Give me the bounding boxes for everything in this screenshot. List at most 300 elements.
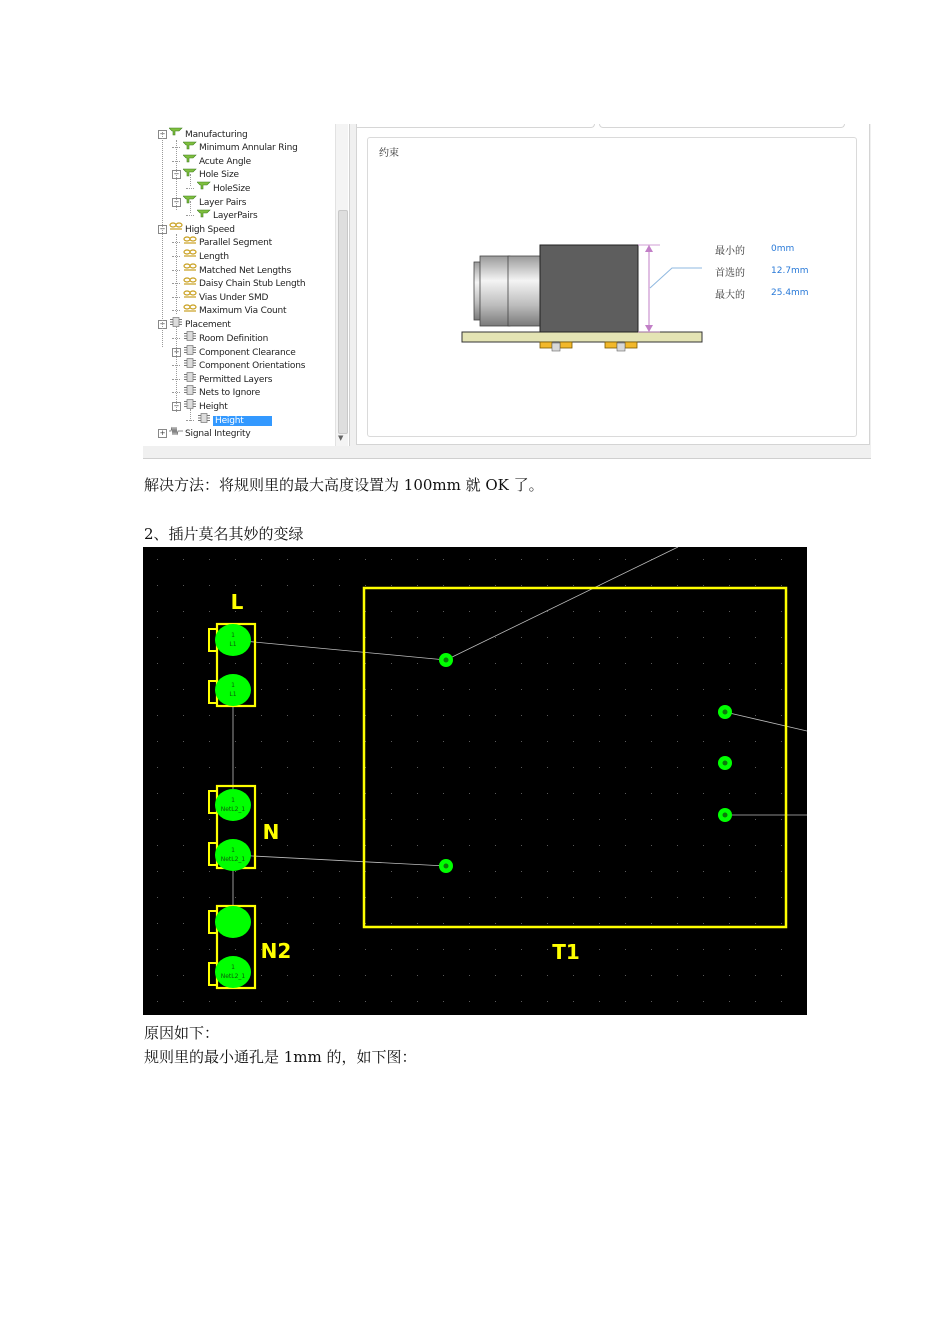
grid-dot (183, 689, 184, 690)
manufacturing-icon (169, 127, 183, 141)
grid-dot (495, 689, 496, 690)
tree-guide-line (190, 409, 191, 421)
grid-dot (495, 585, 496, 586)
grid-dot (703, 793, 704, 794)
grid-dot (313, 975, 314, 976)
pin-shape (540, 342, 552, 348)
grid-dot (287, 845, 288, 846)
collapse-toggle-icon[interactable]: − (159, 320, 166, 329)
grid-dot (391, 689, 392, 690)
grid-dot (781, 741, 782, 742)
tree-item[interactable] (172, 331, 268, 344)
grid-dot (729, 663, 730, 664)
manufacturing-icon (197, 181, 211, 195)
grid-dot (599, 871, 600, 872)
grid-dot (313, 663, 314, 664)
grid-dot (521, 741, 522, 742)
tree-item[interactable] (172, 168, 239, 181)
grid-dot (651, 689, 652, 690)
grid-dot (781, 611, 782, 612)
tree-item-label: Nets to Ignore (199, 388, 261, 399)
grid-dot (729, 741, 730, 742)
grid-dot (157, 689, 158, 690)
grid-dot (625, 559, 626, 560)
highspeed-icon (183, 277, 197, 291)
grid-dot (547, 923, 548, 924)
grid-dot (261, 845, 262, 846)
grid-dot (261, 1001, 262, 1002)
grid-dot (729, 845, 730, 846)
pad-hole (723, 761, 728, 766)
grid-dot (677, 741, 678, 742)
grid-dot (391, 949, 392, 950)
grid-dot (391, 923, 392, 924)
tree-item-label: Permitted Layers (199, 374, 273, 385)
dimension-value[interactable]: 25.4mm (771, 288, 809, 298)
grid-dot (339, 897, 340, 898)
grid-dot (703, 897, 704, 898)
collapse-toggle-icon[interactable]: − (173, 170, 180, 179)
grid-dot (729, 793, 730, 794)
grid-dot (417, 741, 418, 742)
height-diagram (368, 138, 856, 436)
grid-dot (625, 923, 626, 924)
grid-dot (287, 897, 288, 898)
grid-dot (495, 715, 496, 716)
grid-dot (781, 793, 782, 794)
grid-dot (573, 585, 574, 586)
grid-dot (157, 637, 158, 638)
grid-dot (703, 949, 704, 950)
grid-dot (625, 793, 626, 794)
pin-shape (552, 343, 560, 351)
grid-dot (677, 819, 678, 820)
grid-dot (157, 1001, 158, 1002)
grid-dot (339, 767, 340, 768)
grid-dot (677, 663, 678, 664)
expand-toggle-icon[interactable]: + (159, 429, 166, 438)
grid-dot (755, 689, 756, 690)
grid-dot (339, 689, 340, 690)
grid-dot (391, 793, 392, 794)
tree-item[interactable] (158, 222, 235, 235)
grid-dot (469, 819, 470, 820)
grid-dot (495, 871, 496, 872)
grid-dot (781, 637, 782, 638)
expand-toggle-icon[interactable]: + (173, 347, 180, 356)
designator-L: L (230, 590, 244, 614)
grid-dot (521, 559, 522, 560)
grid-dot (313, 585, 314, 586)
grid-dot (417, 663, 418, 664)
grid-dot (495, 923, 496, 924)
grid-dot (625, 819, 626, 820)
grid-dot (469, 923, 470, 924)
designator-N: N (262, 820, 280, 844)
grid-dot (313, 949, 314, 950)
grid-dot (183, 871, 184, 872)
grid-dot (599, 793, 600, 794)
grid-dot (339, 715, 340, 716)
grid-dot (651, 845, 652, 846)
grid-dot (209, 819, 210, 820)
grid-dot (443, 897, 444, 898)
grid-dot (443, 585, 444, 586)
grid-dot (183, 845, 184, 846)
tree-guide-line (190, 174, 191, 186)
tree-item-label: Vias Under SMD (199, 292, 269, 303)
tree-item[interactable] (172, 277, 305, 290)
grid-dot (495, 637, 496, 638)
grid-dot (339, 611, 340, 612)
grid-dot (781, 559, 782, 560)
grid-dot (703, 559, 704, 560)
grid-dot (703, 975, 704, 976)
grid-dot (261, 689, 262, 690)
section-heading-2: 2、插片莫名其妙的变绿 (144, 525, 304, 543)
grid-dot (339, 819, 340, 820)
grid-dot (183, 663, 184, 664)
dimension-value[interactable]: 0mm (771, 244, 795, 254)
designator-T1: T1 (552, 940, 580, 964)
grid-dot (157, 975, 158, 976)
grid-dot (625, 845, 626, 846)
grid-dot (495, 819, 496, 820)
grid-dot (469, 871, 470, 872)
grid-dot (157, 585, 158, 586)
grid-dot (677, 689, 678, 690)
grid-dot (703, 767, 704, 768)
tree-item[interactable] (172, 345, 296, 358)
manufacturing-icon (197, 209, 211, 223)
grid-dot (261, 663, 262, 664)
rules-tree (143, 124, 350, 446)
tree-item-label: Acute Angle (199, 156, 251, 167)
grid-dot (703, 1001, 704, 1002)
tree-scrollbar-thumb[interactable] (338, 210, 348, 434)
grid-dot (313, 741, 314, 742)
grid-dot (573, 715, 574, 716)
grid-dot (157, 715, 158, 716)
grid-dot (755, 715, 756, 716)
grid-dot (391, 741, 392, 742)
grid-dot (209, 559, 210, 560)
grid-dot (599, 923, 600, 924)
tree-item-label: LayerPairs (213, 211, 258, 222)
scroll-down-arrow-icon[interactable]: ▼ (338, 434, 344, 442)
grid-dot (651, 585, 652, 586)
grid-dot (391, 897, 392, 898)
grid-dot (547, 715, 548, 716)
connector-body (540, 245, 638, 332)
tree-item[interactable] (172, 399, 228, 412)
grid-dot (521, 611, 522, 612)
pad-number: 1 (231, 682, 235, 689)
tree-item-label: Daisy Chain Stub Length (199, 279, 306, 290)
designator-N2: N2 (260, 939, 292, 963)
grid-dot (573, 767, 574, 768)
grid-dot (703, 663, 704, 664)
grid-dot (547, 975, 548, 976)
grid-dot (391, 611, 392, 612)
pad-number: 1 (231, 847, 235, 854)
grid-dot (183, 897, 184, 898)
grid-dot (599, 949, 600, 950)
grid-dot (521, 767, 522, 768)
grid-dot (417, 949, 418, 950)
grid-dot (417, 793, 418, 794)
grid-dot (495, 1001, 496, 1002)
highspeed-icon (183, 263, 197, 277)
grid-dot (443, 611, 444, 612)
tree-item-label: Hole Size (199, 170, 239, 181)
grid-dot (417, 611, 418, 612)
tree-item[interactable] (172, 195, 246, 208)
upper-group-box-2 (599, 124, 845, 128)
grid-dot (755, 819, 756, 820)
grid-dot (729, 1001, 730, 1002)
grid-dot (157, 611, 158, 612)
pad (215, 674, 251, 706)
grid-dot (157, 923, 158, 924)
grid-dot (781, 975, 782, 976)
tree-item-label: Minimum Annular Ring (199, 143, 298, 154)
grid-dot (755, 637, 756, 638)
rules-dialog-screenshot (143, 124, 871, 459)
tree-item[interactable] (186, 413, 272, 426)
grid-dot (729, 975, 730, 976)
tree-item[interactable] (186, 209, 258, 222)
grid-dot (677, 949, 678, 950)
grid-dot (391, 585, 392, 586)
tree-item[interactable] (158, 426, 251, 439)
tree-item-label: Component Clearance (199, 347, 296, 358)
grid-dot (261, 637, 262, 638)
grid-dot (157, 559, 158, 560)
grid-dot (261, 923, 262, 924)
dimension-value[interactable]: 12.7mm (771, 266, 809, 276)
grid-dot (651, 897, 652, 898)
pad-hole (444, 864, 449, 869)
tree-item[interactable] (172, 154, 251, 167)
rule-note-paragraph: 规则里的最小通孔是 1mm 的，如下图： (144, 1048, 417, 1066)
grid-dot (521, 819, 522, 820)
tree-item[interactable] (172, 236, 272, 249)
grid-dot (521, 663, 522, 664)
grid-dot (313, 559, 314, 560)
collapse-toggle-icon[interactable]: − (173, 197, 180, 206)
tree-item[interactable] (172, 304, 286, 317)
grid-dot (287, 559, 288, 560)
pad-net-name: L1 (229, 641, 237, 648)
ratsnest-line (233, 855, 446, 866)
pin-shape (617, 343, 625, 351)
grid-dot (547, 871, 548, 872)
grid-dot (677, 559, 678, 560)
grid-dot (599, 897, 600, 898)
tree-scrollbar[interactable] (335, 124, 348, 446)
grid-dot (651, 741, 652, 742)
reason-paragraph: 原因如下： (144, 1024, 220, 1042)
tree-item[interactable] (172, 249, 229, 262)
grid-dot (157, 871, 158, 872)
grid-dot (625, 975, 626, 976)
grid-dot (521, 845, 522, 846)
grid-dot (781, 689, 782, 690)
grid-dot (495, 741, 496, 742)
grid-dot (261, 585, 262, 586)
pad-number: 1 (231, 797, 235, 804)
board-shape (462, 332, 702, 342)
grid-dot (573, 975, 574, 976)
pin-shape (605, 342, 617, 348)
grid-dot (573, 663, 574, 664)
grid-dot (443, 1001, 444, 1002)
grid-dot (469, 637, 470, 638)
grid-dot (157, 663, 158, 664)
pad-number: 1 (231, 964, 235, 971)
grid-dot (209, 585, 210, 586)
grid-dot (443, 793, 444, 794)
grid-dot (547, 1001, 548, 1002)
grid-dot (209, 715, 210, 716)
constraint-group (367, 137, 857, 437)
grid-dot (625, 949, 626, 950)
pad-hole (444, 658, 449, 663)
grid-dot (391, 637, 392, 638)
grid-dot (365, 585, 366, 586)
grid-dot (391, 559, 392, 560)
grid-dot (755, 559, 756, 560)
signal-integrity-icon (169, 426, 183, 441)
grid-dot (521, 793, 522, 794)
grid-dot (157, 767, 158, 768)
tree-item[interactable] (172, 385, 260, 398)
collapse-toggle-icon[interactable]: − (159, 224, 166, 233)
leader-line (650, 268, 702, 288)
grid-dot (651, 793, 652, 794)
tree-item[interactable] (172, 290, 268, 303)
grid-dot (287, 663, 288, 664)
grid-dot (417, 897, 418, 898)
grid-dot (287, 689, 288, 690)
tree-item[interactable] (158, 127, 248, 140)
grid-dot (209, 871, 210, 872)
grid-dot (599, 689, 600, 690)
tree-guide-line (162, 132, 163, 347)
grid-dot (599, 975, 600, 976)
pad-net-name: NetL2_1 (220, 856, 246, 863)
grid-dot (469, 949, 470, 950)
grid-dot (469, 663, 470, 664)
grid-dot (755, 871, 756, 872)
grid-dot (313, 897, 314, 898)
grid-dot (703, 611, 704, 612)
tree-item[interactable] (186, 181, 250, 194)
grid-dot (157, 819, 158, 820)
collapse-toggle-icon[interactable]: − (159, 129, 166, 138)
pin-shape (560, 342, 572, 348)
grid-dot (521, 949, 522, 950)
tree-item[interactable] (158, 317, 231, 330)
grid-dot (391, 663, 392, 664)
grid-dot (599, 819, 600, 820)
pad-net-name: L1 (229, 691, 237, 698)
pad-number: 1 (231, 632, 235, 639)
grid-dot (287, 1001, 288, 1002)
grid-dot (521, 975, 522, 976)
grid-dot (625, 585, 626, 586)
grid-dot (469, 897, 470, 898)
tree-item[interactable] (172, 358, 305, 371)
grid-dot (651, 715, 652, 716)
grid-dot (677, 767, 678, 768)
grid-dot (235, 559, 236, 560)
grid-dot (339, 975, 340, 976)
grid-dot (599, 1001, 600, 1002)
grid-dot (235, 871, 236, 872)
grid-dot (261, 975, 262, 976)
grid-dot (209, 897, 210, 898)
grid-dot (547, 845, 548, 846)
grid-dot (339, 663, 340, 664)
grid-dot (339, 559, 340, 560)
ratsnest-line (446, 547, 678, 660)
pad-net-name: NetL2_1 (220, 806, 246, 813)
grid-dot (781, 767, 782, 768)
ratsnest-line (725, 712, 807, 731)
tree-item-label: Component Orientations (199, 361, 306, 372)
grid-dot (573, 923, 574, 924)
tree-item-label: Manufacturing (185, 129, 248, 140)
grid-dot (365, 559, 366, 560)
grid-dot (365, 1001, 366, 1002)
grid-dot (443, 845, 444, 846)
grid-dot (443, 689, 444, 690)
collapse-toggle-icon[interactable]: − (173, 402, 180, 410)
grid-dot (677, 611, 678, 612)
tree-guide-line (176, 234, 177, 314)
grid-dot (703, 741, 704, 742)
grid-dot (417, 715, 418, 716)
grid-dot (755, 741, 756, 742)
grid-dot (443, 559, 444, 560)
grid-dot (183, 975, 184, 976)
grid-dot (417, 559, 418, 560)
grid-dot (417, 689, 418, 690)
grid-dot (443, 741, 444, 742)
grid-dot (573, 689, 574, 690)
tree-item[interactable] (172, 263, 291, 276)
grid-dot (339, 1001, 340, 1002)
tree-item-label: Layer Pairs (199, 197, 247, 208)
grid-dot (495, 975, 496, 976)
grid-dot (287, 585, 288, 586)
tree-item[interactable] (172, 141, 298, 154)
grid-dot (729, 689, 730, 690)
grid-dot (729, 949, 730, 950)
grid-dot (625, 663, 626, 664)
grid-dot (625, 715, 626, 716)
grid-dot (235, 897, 236, 898)
grid-dot (469, 845, 470, 846)
grid-dot (495, 897, 496, 898)
grid-dot (469, 975, 470, 976)
grid-dot (391, 767, 392, 768)
tree-item[interactable] (172, 372, 272, 385)
grid-dot (469, 741, 470, 742)
grid-dot (495, 663, 496, 664)
